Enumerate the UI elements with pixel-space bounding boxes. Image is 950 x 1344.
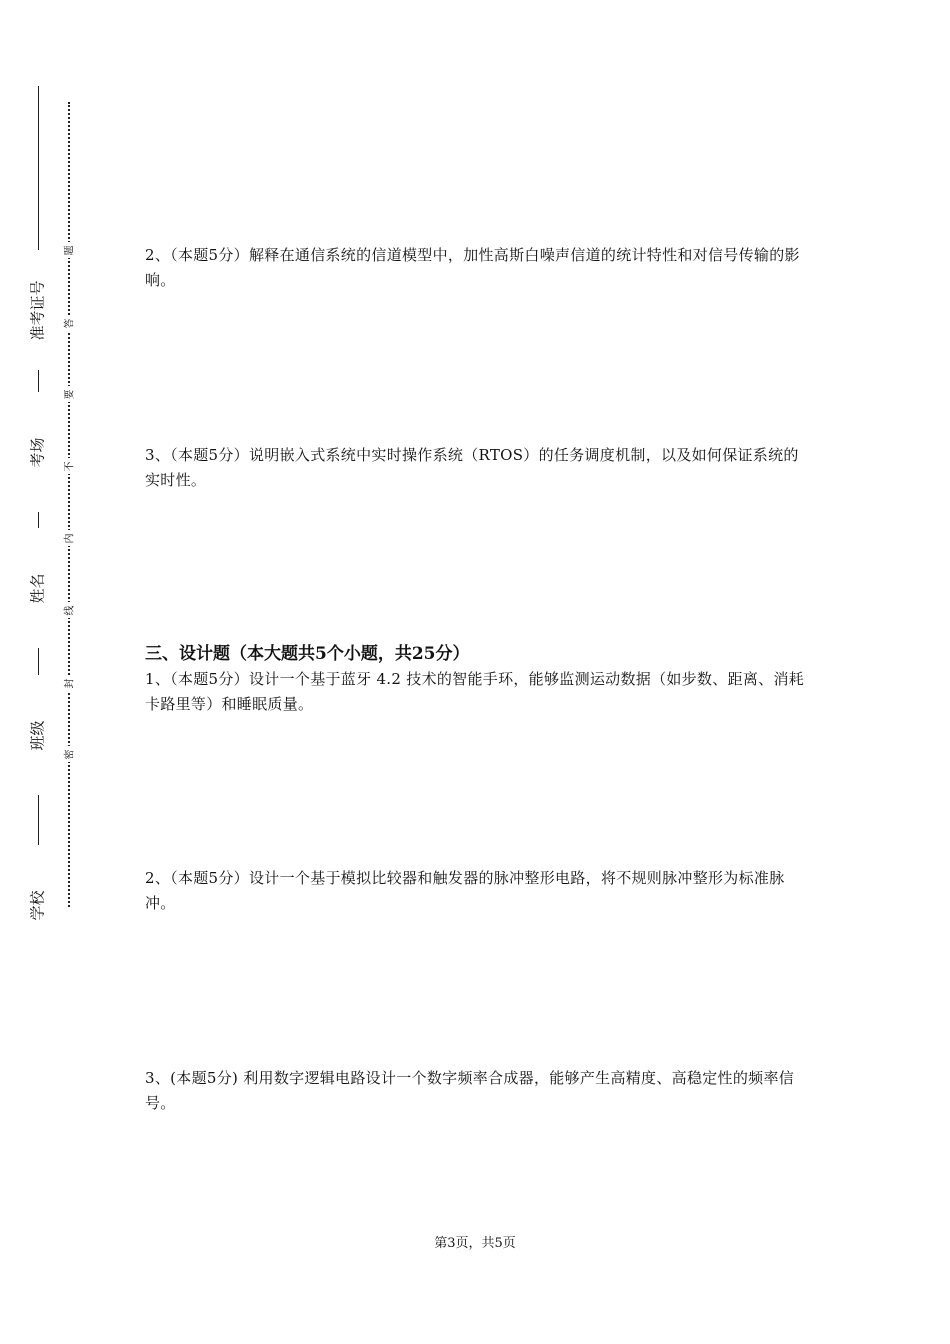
question-2-3: 3、（本题5分）说明嵌入式系统中实时操作系统（RTOS）的任务调度机制，以及如何保证系统的实时性。 xyxy=(145,446,799,489)
seal-char: 要 xyxy=(60,386,76,402)
seal-char: 答 xyxy=(60,315,76,331)
seal-char: 封 xyxy=(60,675,76,691)
seal-char: 内 xyxy=(60,530,76,546)
seal-char: 不 xyxy=(60,458,76,474)
exam-number-label: 准考证号 xyxy=(22,250,52,370)
class-label: 班级 xyxy=(22,675,52,795)
section-3-title: 三、设计题（本大题共5个小题，共25分） xyxy=(145,644,470,664)
seal-dotted-line xyxy=(68,102,70,907)
question-3-1: 1、（本题5分）设计一个基于蓝牙 4.2 技术的智能手环，能够监测运动数据（如步数、距离、消耗卡路里等）和睡眠质量。 xyxy=(145,670,805,713)
question-3-3: 3、(本题5分) 利用数字逻辑电路设计一个数字频率合成器，能够产生高精度、高稳定性的频率信号。 xyxy=(145,1069,795,1112)
question-2-2: 2、（本题5分）解释在通信系统的信道模型中，加性高斯白噪声信道的统计特性和对信号传输的影响。 xyxy=(145,246,800,289)
seal-char: 题 xyxy=(60,242,76,258)
name-label: 姓名 xyxy=(22,528,52,648)
question-3-2: 2、（本题5分）设计一个基于模拟比较器和触发器的脉冲整形电路，将不规则脉冲整形为标准脉冲。 xyxy=(145,869,785,912)
seal-char: 线 xyxy=(60,602,76,618)
exam-room-label: 考场 xyxy=(22,392,52,512)
school-label: 学校 xyxy=(22,845,52,965)
page-number: 第3页，共5页 xyxy=(434,1236,516,1251)
seal-char: 密 xyxy=(60,746,76,762)
